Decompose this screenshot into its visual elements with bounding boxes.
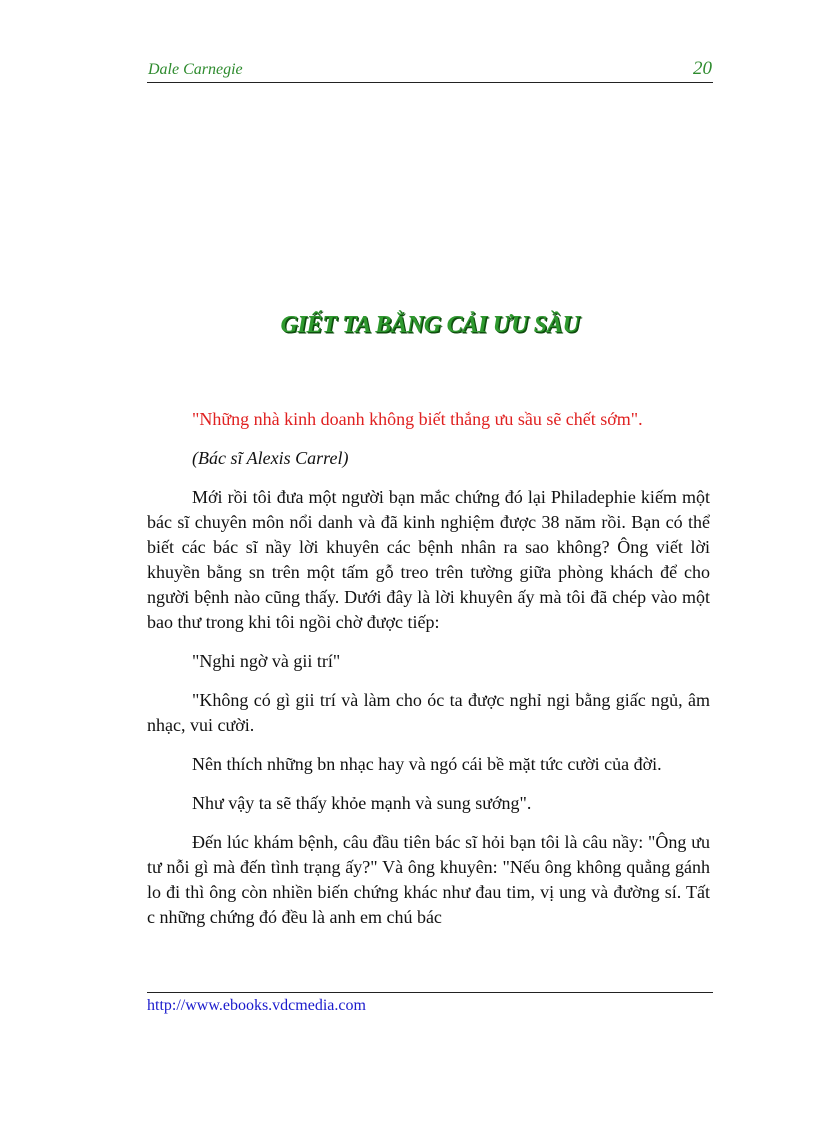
footer-url-link[interactable]: http://www.ebooks.vdcmedia.com: [147, 997, 366, 1014]
paragraph: Như vậy ta sẽ thấy khỏe mạnh và sung sướng".: [192, 793, 532, 813]
paragraph: Mới rồi tôi đưa một người bạn mắc chứng đó lại Philadephie kiếm một bác sĩ chuyên môn nổi danh và đã kinh nghiệm được 38 năm rồi. Bạn có thể biết các bác sĩ nầy lời khuyên các bệnh nhân ra sao không? Ông viết lời khuyền bằng sn trên một tấm gỗ treo trên tường giữa phòng khách để cho người bệnh nào cũng thấy. Dưới đây là lời khuyên ấy mà tôi đã chép vào một bao thư trong khi tôi ngồi chờ được tiếp:: [147, 487, 710, 632]
paragraph: Đến lúc khám bệnh, câu đầu tiên bác sĩ hỏi bạn tôi là câu nầy: "Ông ưu tư nỗi gì mà đến tình trạng ấy?" Và ông khuyên: "Nếu ông không quẳng gánh lo đi thì ông còn nhiền biến chứng khác như đau tim, vị ung và đường sí. Tất c những chứng đó đều là anh em chú bác: [147, 832, 710, 927]
body-text: [147, 407, 710, 944]
paragraph: "Nghi ngờ và gii trí": [192, 651, 341, 671]
page-footer: [147, 992, 713, 1015]
chapter-title: GIẾT TA BẰNG CẢI ƯU SẦU: [280, 312, 580, 338]
epigraph-quote: "Những nhà kinh doanh không biết thắng ưu sầu sẽ chết sớm".: [192, 409, 643, 429]
epigraph-attribution: (Bác sĩ Alexis Carrel): [192, 448, 349, 468]
page-header: [147, 58, 713, 83]
paragraph: Nên thích những bn nhạc hay và ngó cái bề mặt tức cười của đời.: [192, 754, 662, 774]
header-page-number: 20: [693, 58, 712, 79]
header-author: Dale Carnegie: [148, 61, 243, 78]
paragraph: "Không có gì gii trí và làm cho óc ta được nghỉ ngi bằng giấc ngủ, âm nhạc, vui cười.: [147, 690, 710, 735]
